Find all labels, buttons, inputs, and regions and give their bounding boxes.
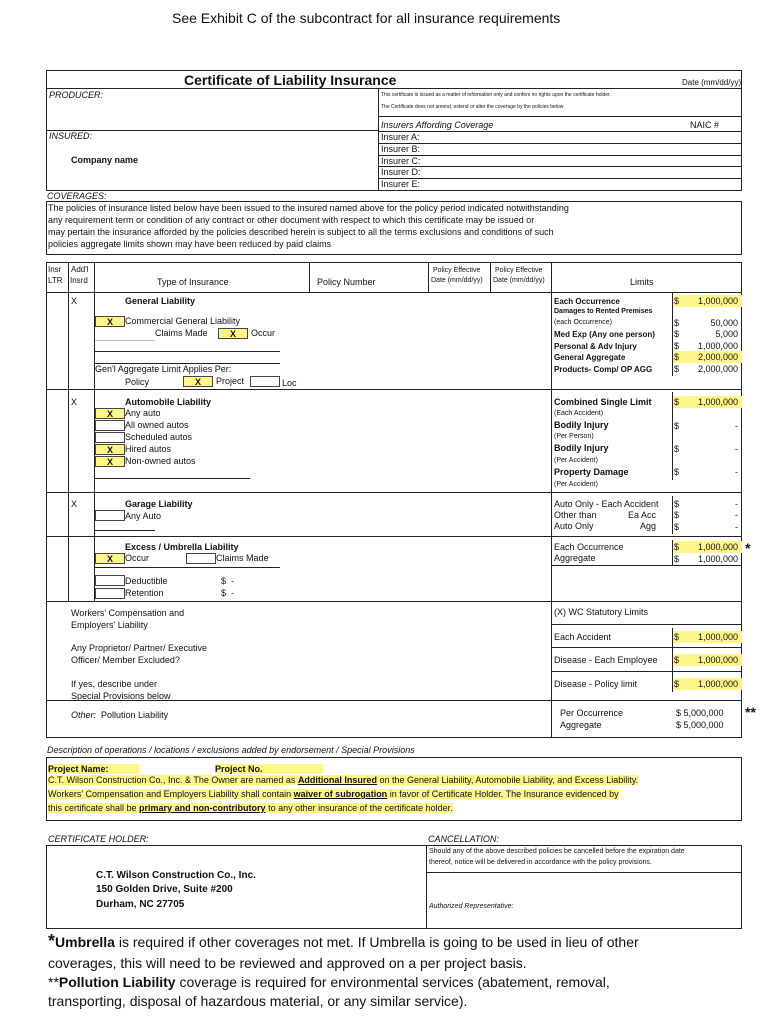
excess-retention-check[interactable] bbox=[95, 588, 125, 599]
other-aggregate: Aggregate bbox=[560, 720, 602, 730]
wc-disease-policy-value: $ 1,000,000 bbox=[672, 678, 742, 690]
gl-occur-label: Occur bbox=[251, 328, 276, 338]
auto-lim-each-accident: (Each Accident) bbox=[554, 410, 604, 417]
excess-occur: Occur bbox=[125, 553, 150, 563]
company-name: Company name bbox=[71, 155, 139, 165]
description-label: Description of operations / locations / exclusions added by endorsement / Special Provisions bbox=[47, 745, 415, 755]
excess-aggregate-value: $ 1,000,000 bbox=[674, 554, 738, 564]
auto-scheduled-check[interactable] bbox=[95, 432, 125, 443]
auto-ltr: X bbox=[71, 397, 78, 407]
excess-retention: Retention bbox=[125, 588, 164, 598]
holder-address-2: Durham, NC 27705 bbox=[96, 899, 185, 910]
excess-each-occ-value: $ 1,000,000 bbox=[672, 541, 742, 553]
gl-claims-made: Claims Made bbox=[155, 328, 208, 338]
auto-lim-bodily-2-value: $ - bbox=[674, 444, 738, 454]
other-stars: ** bbox=[745, 704, 756, 720]
auto-lim-bodily: Bodily Injury bbox=[554, 420, 609, 430]
insurer-b: Insurer B: bbox=[381, 144, 421, 154]
auto-lim-bodily-value: $ - bbox=[674, 421, 738, 431]
coverages-text-2: any requirement term or condition of any contract or other document with respect to which this certificate may be issued or bbox=[48, 215, 535, 225]
description-line-3: this certificate shall be primary and non-contributory to any other insurance of the certificate holder. bbox=[48, 803, 453, 813]
auto-lim-per-person: (Per Person) bbox=[554, 433, 594, 440]
garage-other-than: Other than bbox=[554, 510, 597, 520]
garage-agg-value: $ - bbox=[674, 522, 738, 532]
excess-aggregate: Aggregate bbox=[554, 553, 596, 563]
excess-retention-value: $ - bbox=[221, 588, 235, 598]
excess-claims: Claims Made bbox=[216, 553, 269, 563]
date-label: Date (mm/dd/yy) bbox=[682, 78, 742, 87]
producer-label: PRODUCER: bbox=[49, 90, 104, 100]
wc-disease-employee-value: $ 1,000,000 bbox=[672, 654, 742, 666]
gl-lim-personal-value: $ 1,000,000 bbox=[674, 341, 738, 351]
gl-lim-damages-value: $ 50,000 bbox=[674, 318, 738, 328]
garage-any-auto-check[interactable] bbox=[95, 510, 125, 521]
garage-auto-only: Auto Only - Each Accident bbox=[554, 499, 659, 509]
coverages-label: COVERAGES: bbox=[47, 191, 107, 201]
gl-lim-med-exp-value: $ 5,000 bbox=[674, 329, 738, 339]
description-line-1: C.T. Wilson Construction Co., Inc. & The Owner are named as Additional Insured on the General Liability, Automobile Liability, and Excess Liability. bbox=[48, 775, 639, 785]
hdr-exp-2: Date (mm/dd/yy) bbox=[493, 277, 545, 284]
hdr-eff-2: Date (mm/dd/yy) bbox=[431, 277, 483, 284]
garage-any-auto: Any Auto bbox=[125, 511, 162, 521]
exhibit-note: See Exhibit C of the subcontract for all insurance requirements bbox=[172, 10, 561, 26]
wc-ifyes-1: If yes, describe under bbox=[71, 679, 158, 689]
cancellation-label: CANCELLATION: bbox=[428, 834, 499, 844]
footnote-pollution-2: transporting, disposal of hazardous material, or any similar service). bbox=[48, 993, 468, 1009]
wc-ifyes-2: Special Provisions below bbox=[71, 691, 171, 701]
excess-star: * bbox=[745, 540, 751, 556]
garage-ea-acc: Ea Acc bbox=[628, 510, 657, 520]
cancellation-text-1: Should any of the above described policies be cancelled before the expiration date bbox=[429, 848, 685, 855]
gl-lim-med-exp: Med Exp (Any one person) bbox=[554, 330, 655, 339]
auto-hired-check[interactable]: X bbox=[95, 444, 125, 455]
wc-title-1: Workers' Compensation and bbox=[71, 608, 185, 618]
holder-label: CERTIFICATE HOLDER: bbox=[48, 834, 149, 844]
gl-lim-gen-agg-value: $ 2,000,000 bbox=[672, 351, 742, 363]
wc-statutory: (X) WC Statutory Limits bbox=[554, 607, 649, 617]
hdr-addl: Add'l bbox=[71, 265, 89, 274]
gl-lim-each-occ: Each Occurrence bbox=[554, 297, 620, 306]
coverages-text-3: may pertain the insurance afforded by the policies described herein is subject to all the terms exclusions and conditions of such bbox=[48, 227, 554, 237]
wc-disease-policy: Disease - Policy limit bbox=[554, 679, 638, 689]
certificate-title: Certificate of Liability Insurance bbox=[184, 72, 397, 88]
coverages-text-1: The policies of insurance listed below have been issued to the insured named above for the policy period indicated notwithstanding bbox=[48, 203, 569, 213]
auto-lim-csl-value: $ 1,000,000 bbox=[672, 396, 742, 408]
gl-lim-personal: Personal & Adv Injury bbox=[554, 342, 637, 351]
other-row: Other: Pollution Liability bbox=[71, 710, 169, 720]
other-per-occ: Per Occurrence bbox=[560, 708, 624, 718]
wc-prop-2: Officer/ Member Excluded? bbox=[71, 655, 180, 665]
gl-cgl-check[interactable]: X bbox=[95, 316, 125, 327]
auto-lim-csl: Combined Single Limit bbox=[554, 397, 652, 407]
gl-genagg: Gen'l Aggregate Limit Applies Per: bbox=[95, 364, 232, 374]
wc-disease-employee: Disease - Each Employee bbox=[554, 655, 658, 665]
insured-label: INSURED: bbox=[49, 131, 93, 141]
auto-lim-per-accident: (Per Accident) bbox=[554, 457, 598, 464]
project-name: Project Name: bbox=[48, 764, 139, 774]
gl-lim-products: Products- Comp/ OP AGG bbox=[554, 365, 653, 374]
hdr-eff-1: Policy Effective bbox=[433, 267, 481, 274]
other-aggregate-value: $ 5,000,000 bbox=[676, 720, 724, 730]
excess-title: Excess / Umbrella Liability bbox=[125, 542, 239, 552]
hdr-insr: Insr bbox=[48, 265, 62, 274]
excess-deductible-value: $ - bbox=[221, 576, 235, 586]
wc-each-accident: Each Accident bbox=[554, 632, 612, 642]
hdr-ltr: LTR bbox=[48, 276, 63, 285]
auto-title: Automobile Liability bbox=[125, 397, 212, 407]
description-line-2: Workers' Compensation and Employers Liability shall contain waiver of subrogation in favor of Certificate Holder. The Insurance evidenced by bbox=[48, 789, 619, 799]
gl-policy: Policy bbox=[125, 377, 150, 387]
hdr-type: Type of Insurance bbox=[157, 277, 229, 287]
wc-title-2: Employers' Liability bbox=[71, 620, 148, 630]
gl-loc: Loc bbox=[282, 378, 297, 388]
insurer-c: Insurer C: bbox=[381, 156, 421, 166]
garage-ltr: X bbox=[71, 499, 78, 509]
insurer-e: Insurer E: bbox=[381, 179, 421, 189]
auto-lim-per-accident-2: (Per Accident) bbox=[554, 481, 598, 488]
gl-title: General Liability bbox=[125, 296, 196, 306]
excess-deductible-check[interactable] bbox=[95, 575, 125, 586]
gl-cgl-label: Commercial General Liability bbox=[125, 316, 241, 326]
gl-loc-check[interactable] bbox=[250, 376, 280, 387]
gl-occur-check[interactable]: X bbox=[218, 328, 248, 339]
gl-lim-each-occ-2: (each Occurrence) bbox=[554, 319, 612, 326]
hdr-insrd: Insrd bbox=[70, 276, 88, 285]
auto-any: Any auto bbox=[125, 408, 161, 418]
excess-deductible: Deductible bbox=[125, 576, 168, 586]
naic-label: NAIC # bbox=[690, 120, 720, 130]
auto-lim-property-value: $ - bbox=[674, 467, 738, 477]
holder-name: C.T. Wilson Construction Co., Inc. bbox=[96, 870, 256, 881]
holder-address-1: 150 Golden Drive, Suite #200 bbox=[96, 884, 233, 895]
auto-lim-bodily-2: Bodily Injury bbox=[554, 443, 609, 453]
footnote-umbrella-2: coverages, this will need to be reviewed and approved on a per project basis. bbox=[48, 955, 527, 971]
other-per-occ-value: $ 5,000,000 bbox=[676, 708, 724, 718]
gl-lim-gen-agg: General Aggregate bbox=[554, 353, 626, 362]
insurers-header: Insurers Affording Coverage bbox=[381, 120, 494, 130]
hdr-limits: Limits bbox=[630, 277, 654, 287]
auto-hired: Hired autos bbox=[125, 444, 172, 454]
garage-auto-only-2: Auto Only bbox=[554, 521, 594, 531]
hdr-exp-1: Policy Effective bbox=[495, 267, 543, 274]
gl-lim-products-value: $ 2,000,000 bbox=[674, 364, 738, 374]
garage-auto-only-value: $ - bbox=[674, 499, 738, 509]
project-no: Project No. bbox=[215, 764, 323, 774]
footnote-pollution: **Pollution Liability coverage is required for environmental services (abatement, removal, bbox=[48, 974, 610, 990]
insurer-d: Insurer D: bbox=[381, 167, 421, 177]
disclaimer-1: This certificate is issued as a matter of information only and confers no rights upon the certificate holder. bbox=[381, 92, 611, 98]
auto-owned: All owned autos bbox=[125, 420, 189, 430]
gl-project-check[interactable]: X bbox=[183, 376, 213, 387]
insurer-a: Insurer A: bbox=[381, 132, 420, 142]
cancellation-text-2: thereof, notice will be delivered in accordance with the policy provisions. bbox=[429, 859, 652, 866]
excess-claims-check[interactable] bbox=[186, 553, 216, 564]
wc-each-accident-value: $ 1,000,000 bbox=[672, 631, 742, 643]
garage-agg: Agg bbox=[640, 521, 657, 531]
gl-lim-each-occ-value: $ 1,000,000 bbox=[672, 295, 742, 307]
gl-project: Project bbox=[216, 376, 245, 386]
garage-ea-acc-value: $ - bbox=[674, 510, 738, 520]
wc-prop-1: Any Proprietor/ Partner/ Executive bbox=[71, 643, 208, 653]
auto-lim-property: Property Damage bbox=[554, 467, 629, 477]
disclaimer-2: The Certificate does not amend, extend or alter the coverage by the policies below bbox=[381, 104, 564, 110]
hdr-policy-number: Policy Number bbox=[317, 277, 376, 287]
gl-ltr: X bbox=[71, 296, 78, 306]
auto-nonowned: Non-owned autos bbox=[125, 456, 196, 466]
excess-occur-check[interactable]: X bbox=[95, 553, 125, 564]
garage-title: Garage Liability bbox=[125, 499, 193, 509]
auto-any-check[interactable]: X bbox=[95, 408, 125, 419]
excess-each-occ: Each Occurrence bbox=[554, 542, 624, 552]
auto-nonowned-check[interactable]: X bbox=[95, 456, 125, 467]
footnote-umbrella: *Umbrella is required if other coverages not met. If Umbrella is going to be used in lieu of other bbox=[48, 931, 639, 951]
gl-lim-damages: Damages to Rented Premises bbox=[554, 308, 653, 315]
auto-scheduled: Scheduled autos bbox=[125, 432, 193, 442]
coverages-text-4: policies aggregate limits shown may have been reduced by paid claims bbox=[48, 239, 332, 249]
auto-owned-check[interactable] bbox=[95, 420, 125, 431]
authorized-representative: Authorized Representative: bbox=[429, 903, 514, 910]
